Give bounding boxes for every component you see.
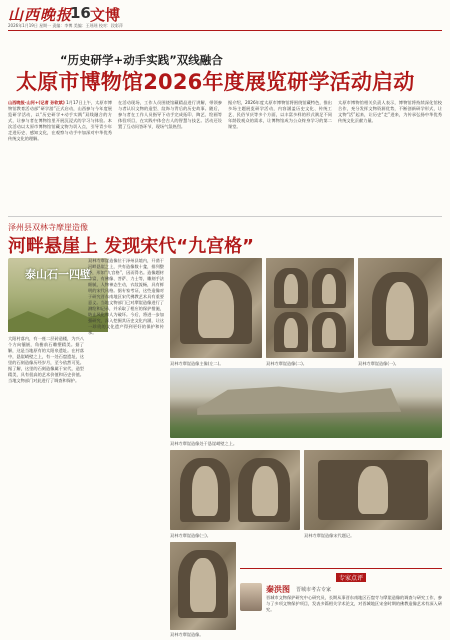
page-number: 16: [70, 4, 91, 22]
author-title: 晋城市考古专家: [296, 587, 332, 593]
story1-kicker: “历史研学+动手实践”双线融合: [60, 53, 223, 67]
author-avatar: [240, 583, 262, 611]
caption-2: 双林寺摩崖造像(二)。: [266, 361, 307, 366]
caption-5: 双林寺摩崖造像(三)。: [170, 533, 211, 538]
buddha-figure: [198, 280, 234, 338]
expert-comment-box: [240, 568, 442, 634]
story2-headline: 河畔悬崖上 发现宋代“九宫格”: [8, 236, 254, 257]
masthead-rule: [8, 30, 442, 31]
story1-col-1-text: 1月17日上午，太原市博物馆教育活动部“研学游”正式启动，山西参与今年度展览研学活动，以“历史研学+动手实践”双线融合的方式，让参与者在博物馆里开展沉浸式的学习与体验。本次活动以太原市博物馆馆藏文物为切入点，引导青少年走进历史、感知文化，在观察与动手中加深对中华优秀传统文化的理解。: [8, 100, 112, 141]
newspaper-logo: 山西晚报: [8, 6, 73, 24]
caption-6: 双林寺摩崖造像宋代题记。: [304, 533, 355, 538]
caption-1: 双林寺摩崖造像主像(左二)。: [170, 361, 224, 366]
story1-col-4: 太原市博物馆相关负责人表示，博物馆将持续深化馆校合作，充分发挥文物资源优势，不断创新研学形式，让文物“活”起来，让历史“走”进来，为传承弘扬中华优秀传统文化贡献力量。: [338, 100, 442, 123]
story1-col-2: 在活动现场，工作人员围绕馆藏精品进行讲解，带领参与者认识文物的造型、纹饰与背后的历史故事。随后，参与者在工作人员指导下动手完成拓印、陶艺、绘画等体验项目，在实践中体会古人的智慧与技艺。活动还设置了互动问答环节，现场气氛热烈。: [118, 100, 222, 129]
story2-kicker: 泽州县双林寺摩崖造像: [8, 223, 88, 232]
story1-headline: 太原市博物馆2026年度展览研学活动启动: [16, 70, 415, 94]
story1-col-1: [8, 100, 112, 212]
carving-photo-main: [170, 258, 262, 358]
story1-col-3: 据介绍，2026年度太原市博物馆将围绕馆藏特色，推出多场主题展览研学活动，内容涵盖历史文化、传统工艺、民俗节庆等多个方面，以丰富多样的形式满足不同年龄段观众的需求，让博物馆成为公众终身学习的第二课堂。: [228, 100, 332, 129]
caption-3: 双林寺摩崖造像(一)。: [358, 361, 399, 366]
dateline: 2026年1月19日 星期一 责编：李博 美编：王瑶瑶 校对：段彩萍: [8, 23, 123, 28]
masthead: [8, 4, 442, 28]
caption-7: 双林寺摩崖造像。: [170, 632, 204, 637]
story1-columns: [8, 100, 442, 212]
carving-photo-5: [170, 542, 236, 630]
inscription-photo: [304, 450, 442, 530]
section-divider: [8, 216, 442, 217]
cliff-landscape-photo: [170, 368, 442, 438]
mountain-photo-title: 泰山石一四壁: [25, 268, 91, 281]
carving-photo-2: [266, 258, 354, 358]
author-name: 秦洪图: [266, 585, 290, 594]
author-bio: 晋城市文物保护研究中心研究员，长期从事晋东南地区石窟寺与摩崖造像的调查与研究工作，参与了多项文物保护项目，发表多篇相关学术论文，对晋城地区宋金时期的佛教造像艺术有深入研究。: [266, 595, 442, 612]
story2-body-2: 双林寺摩崖造像位于泽州县境内，开凿于河畔悬崖之上，共有造像数十龛，排列整齐，形如“九宫格”，因而得名。造像题材丰富，有佛像、菩萨、力士等，雕刻手法细腻，人物神态生动，衣纹流畅，具有鲜明的宋代风格。据专家考证，这些造像对于研究晋东南地区宋代佛教艺术具有重要意义。当地文物部门已对摩崖造像进行了测绘和记录，并采取了相应的保护措施，防止风化和人为破坏。今后，将进一步加强研究，深入挖掘其历史文化内涵，让这一珍贵的文化遗产得到更好的保护和传承。: [88, 258, 164, 335]
story2-body-1: 大阳村落内，有一座二层砖造楼，为兴八个方向镶嵌，角檐前石雕塑精美。据了解，这是当地原有的太阳泉遗址。在村落中，悬崖峭壁之上，有一处石窟遗址，这里的石刻造像历经岁月，至今依然可见。据了解，这里的石刻造像属于宋代，造型精美，具有很高的艺术价值和历史价值。当地文物部门对此进行了调查和保护。: [8, 336, 84, 383]
story1-byline: 山西晚报·山河+(记者 孙钦斌): [8, 100, 65, 105]
expert-comment-tag: 专家点评: [336, 573, 366, 582]
section-title: 文博: [90, 6, 121, 24]
carving-photo-4: [170, 450, 300, 530]
caption-4: 双林寺摩崖造像处于悬崖峭壁之上。: [170, 441, 238, 446]
carving-photo-3: [358, 258, 442, 358]
